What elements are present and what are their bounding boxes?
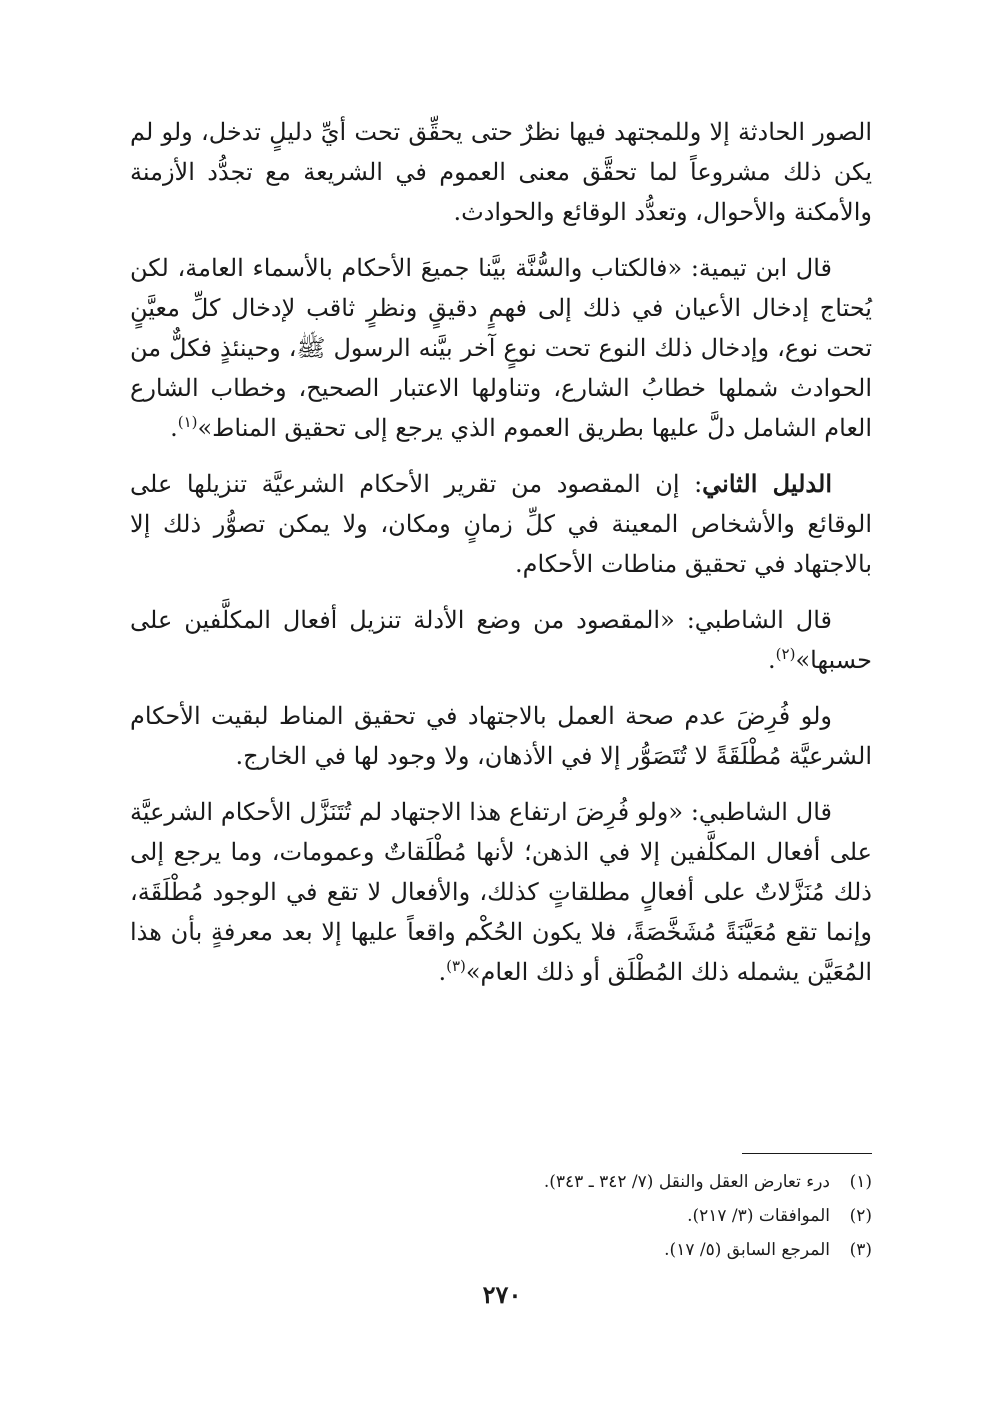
footnote-number: (٣) (849, 1240, 872, 1260)
footnote-item (272, 1233, 872, 1267)
footnote-ref-1[interactable]: (١) (177, 413, 198, 431)
paragraph-2-text: قال ابن تيمية: «فالكتاب والسُّنَّة بيَّنا جميعَ الأحكام بالأسماء العامة، لكن يُحتاج إدخال الأعيان في ذلك إلى فهمٍ دقيقٍ ونظرٍ ثاقب لإدخال كلِّ معيَّنٍ تحت نوع، وإدخال ذلك النوع تحت نوعٍ آخر بيَّنه الرسول ﷺ، وحينئذٍ فكلٌّ من الحوادث شملها خطابُ الشارع، وتناولها الاعتبار الصحيح، وخطاب الشارع العام الشامل دلَّ عليها بطريق العموم الذي يرجع إلى تحقيق المناط» (130, 254, 872, 442)
footnote-text: المرجع السابق (٥/ ١٧). (664, 1240, 830, 1260)
paragraph-2-quote-ibn-taymiyya: قال ابن تيمية: «فالكتاب والسُّنَّة بيَّنا جميعَ الأحكام بالأسماء العامة، لكن يُحتاج إدخال الأعيان في ذلك إلى فهمٍ دقيقٍ ونظرٍ ثاقب لإدخال كلِّ معيَّنٍ تحت نوع، وإدخال ذلك النوع تحت نوعٍ آخر بيَّنه الرسول ﷺ، وحينئذٍ فكلٌّ من الحوادث شملها خطابُ الشارع، وتناولها الاعتبار الصحيح، وخطاب الشارع العام الشامل دلَّ عليها بطريق العموم الذي يرجع إلى تحقيق المناط»$^{(١)}$. (130, 254, 872, 442)
footnote-separator (742, 1153, 872, 1154)
page-body (130, 112, 872, 1008)
footnote-ref-2[interactable]: (٢) (775, 645, 796, 663)
paragraph-4-text: قال الشاطبي: «المقصود من وضع الأدلة تنزيل أفعال المكلَّفين على حسبها» (130, 606, 872, 674)
footnote-item (272, 1199, 872, 1233)
paragraph-4-quote-shatibi: قال الشاطبي: «المقصود من وضع الأدلة تنزيل أفعال المكلَّفين على حسبها»$^{(٢)}$. (130, 606, 872, 674)
paragraph-5 (130, 696, 872, 776)
paragraph-5-text: ولو فُرِضَ عدم صحة العمل بالاجتهاد في تحقيق المناط لبقيت الأحكام الشرعيَّة مُطْلَقَةً لا تُتَصَوُّر إلا في الأذهان، ولا وجود لها في الخارج. (130, 702, 872, 770)
footnote-text: درء تعارض العقل والنقل (٧/ ٣٤٢ ـ ٣٤٣). (543, 1172, 830, 1192)
section-lead-heading: الدليل الثاني (702, 469, 832, 498)
paragraph-1-text: الصور الحادثة إلا وللمجتهد فيها نظرٌ حتى يحقِّق تحت أيِّ دليلٍ تدخل، ولو لم يكن ذلك مشروعاً لما تحقَّق معنى العموم في الشريعة مع تجدُّد الأزمنة والأمكنة والأحوال، وتعدُّد الوقائع والحوادث. (130, 118, 872, 226)
paragraph-1 (130, 112, 872, 232)
footnote-ref-3[interactable]: (٣) (446, 957, 466, 975)
page-number: ٢٧٠ (482, 1280, 522, 1309)
paragraph-6-text: قال الشاطبي: «ولو فُرِضَ ارتفاع هذا الاجتهاد لم تُتَنَزَّل الأحكام الشرعيَّة على أفعال المكلَّفين إلا في الذهن؛ لأنها مُطْلَقاتٌ وعمومات، وما يرجع إلى ذلك مُنَزَّلاتٌ على أفعالٍ مطلقاتٍ كذلك، والأفعال لا تقع في الوجود مُطْلَقَة، وإنما تقع مُعَيَّنَةً مُشَخَّصَةً، فلا يكون الحُكْم واقعاً عليها إلا بعد معرفةٍ بأن هذا المُعَيَّن يشمله ذلك المُطْلَق أو ذلك العام» (130, 798, 872, 986)
footnote-text: الموافقات (٣/ ٢١٧). (687, 1206, 830, 1226)
paragraph-3-second-evidence (130, 464, 872, 584)
footnote-item (272, 1165, 872, 1199)
footnotes (272, 1165, 872, 1267)
paragraph-3-text: : إن المقصود من تقرير الأحكام الشرعيَّة تنزيلها على الوقائع والأشخاص المعينة في كلِّ زمانٍ ومكان، ولا يمكن تصوُّر ذلك إلا بالاجتهاد في تحقيق مناطات الأحكام. (130, 470, 872, 578)
footnote-number: (١) (849, 1172, 872, 1192)
paragraph-6-quote-shatibi: قال الشاطبي: «ولو فُرِضَ ارتفاع هذا الاجتهاد لم تُتَنَزَّل الأحكام الشرعيَّة على أفعال المكلَّفين إلا في الذهن؛ لأنها مُطْلَقاتٌ وعمومات، وما يرجع إلى ذلك مُنَزَّلاتٌ على أفعالٍ مطلقاتٍ كذلك، والأفعال لا تقع في الوجود مُطْلَقَة، وإنما تقع مُعَيَّنَةً مُشَخَّصَةً، فلا يكون الحُكْم واقعاً عليها إلا بعد معرفةٍ بأن هذا المُعَيَّن يشمله ذلك المُطْلَق أو ذلك العام»$^{(٣)}$. (130, 798, 872, 986)
footnote-number: (٢) (849, 1206, 872, 1226)
